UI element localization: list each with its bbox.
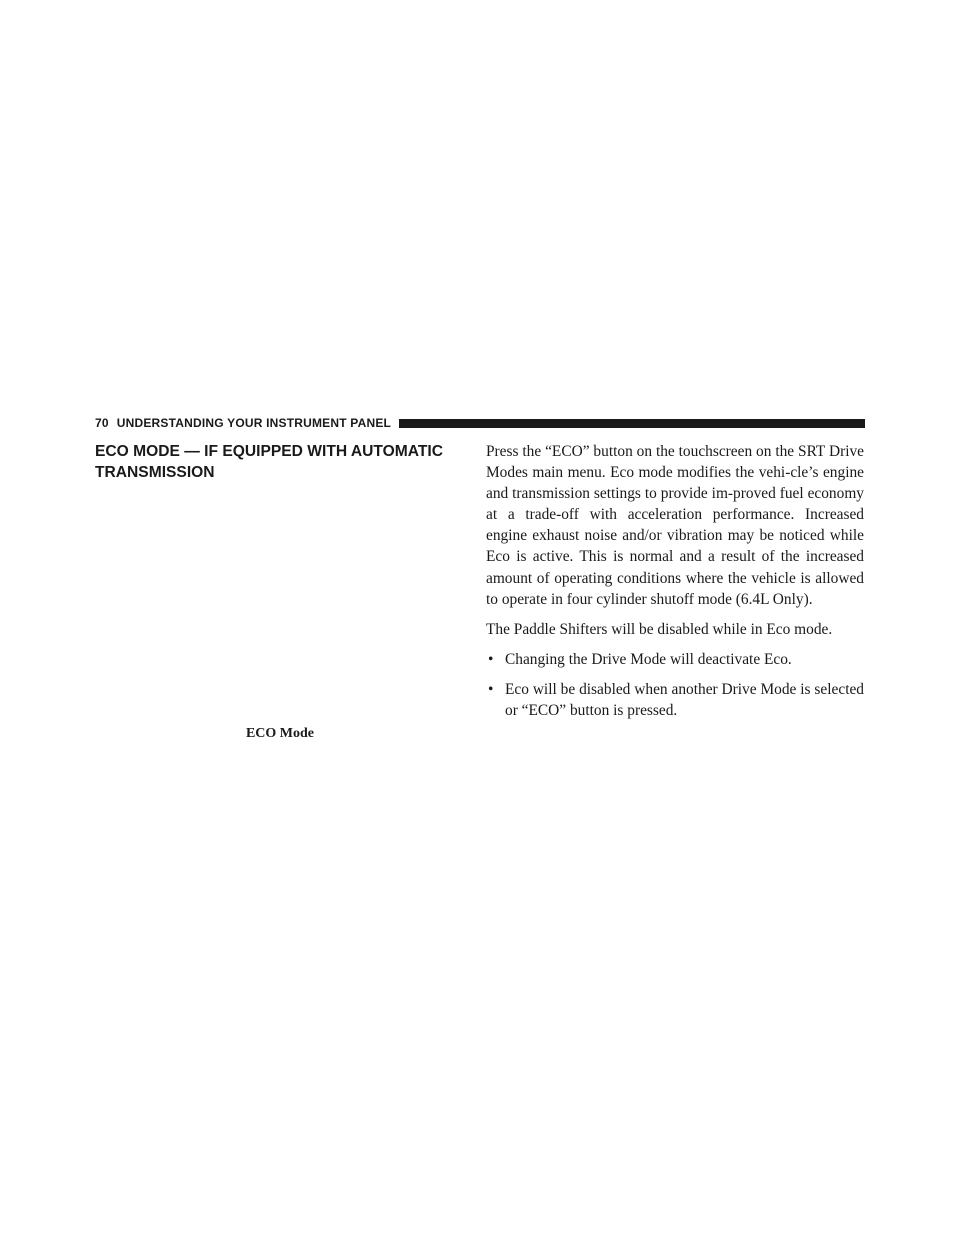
bullet-text: Changing the Drive Mode will deactivate Eco.	[505, 650, 792, 668]
left-column	[95, 441, 465, 483]
header-rule	[399, 419, 865, 428]
page-header	[95, 415, 865, 431]
bullet-item	[486, 649, 864, 670]
bullet-list	[486, 649, 864, 721]
bullet-icon: •	[488, 650, 494, 668]
page-number: 70	[95, 416, 109, 430]
figure-image-area	[95, 490, 465, 720]
body-paragraph: Press the “ECO” button on the touchscreen on the SRT Drive Modes main menu. Eco mode modifies the vehi-cle’s engine and transmission settings to provide im-proved fuel economy at a trade-off with acceleration performance. Increased engine exhaust noise and/or vibration may be noticed while Eco is active. This is normal and a result of the increased amount of operating conditions where the vehicle is allowed to operate in four cylinder shutoff mode (6.4L Only).	[486, 443, 864, 608]
bullet-text: Eco will be disabled when another Drive Mode is selected or “ECO” button is pressed.	[505, 680, 864, 720]
bullet-icon: •	[488, 680, 494, 698]
running-head: UNDERSTANDING YOUR INSTRUMENT PANEL	[116, 416, 392, 430]
bullet-item	[486, 679, 864, 721]
body-paragraph: The Paddle Shifters will be disabled while in Eco mode.	[486, 620, 833, 638]
right-column	[486, 441, 864, 730]
section-heading: ECO MODE — IF EQUIPPED WITH AUTOMATIC TRANSMISSION	[95, 443, 443, 481]
figure-caption: ECO Mode	[245, 726, 315, 741]
